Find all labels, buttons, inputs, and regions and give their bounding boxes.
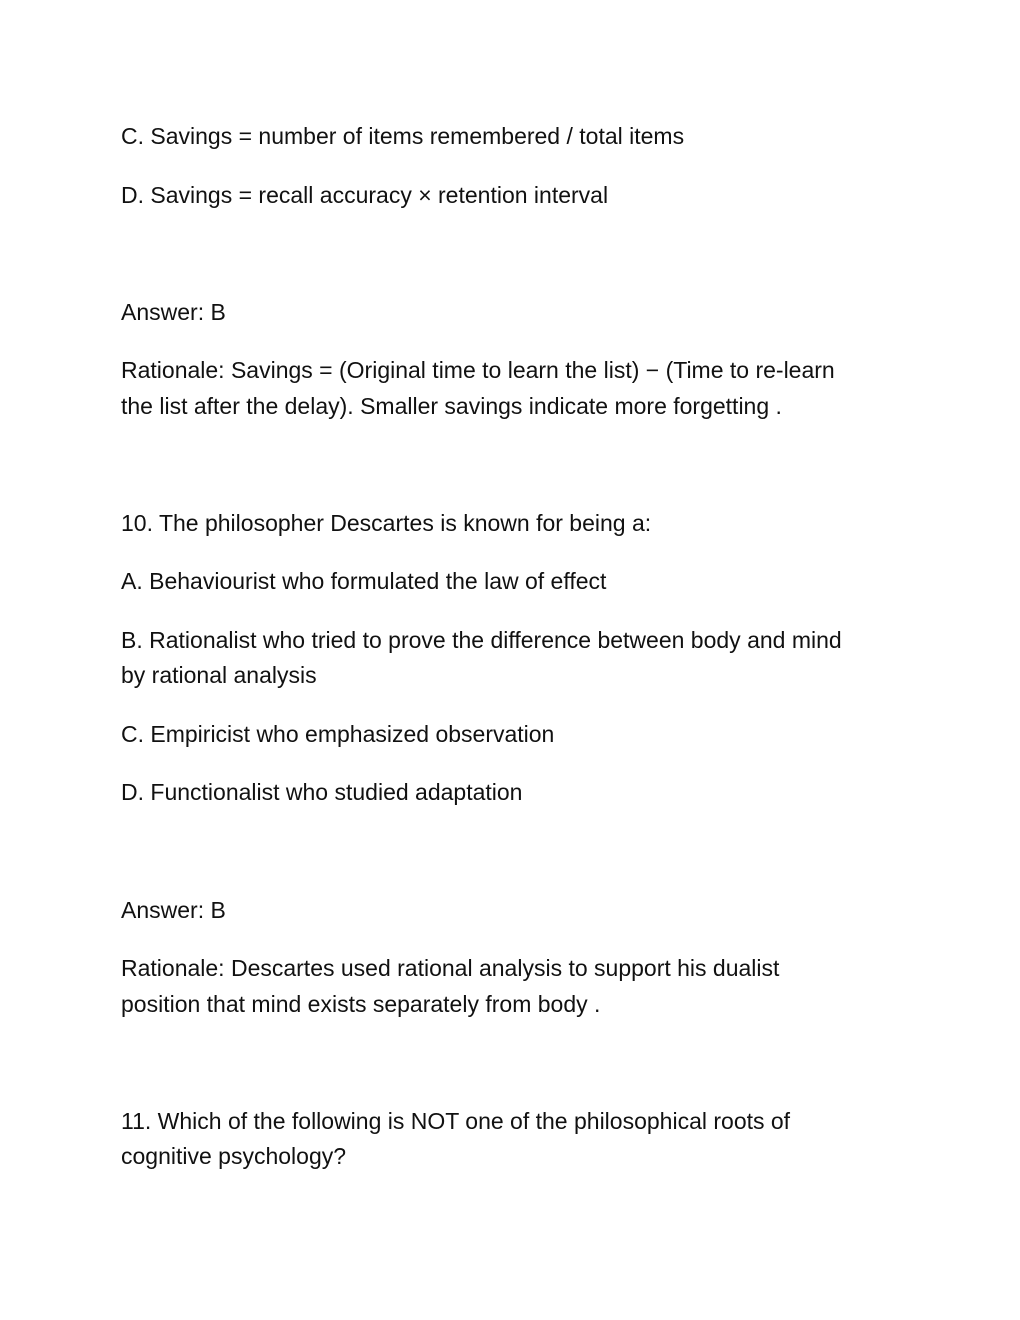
q9-option-d: D. Savings = recall accuracy × retention interval: [121, 182, 609, 208]
q10-option-c: C. Empiricist who emphasized observation: [121, 721, 555, 747]
q11-question-line1: 11. Which of the following is NOT one of the philosophical roots of: [121, 1108, 791, 1134]
q9-answer: Answer: B: [121, 299, 226, 325]
q9-rationale-line2: the list after the delay). Smaller savings indicate more forgetting .: [121, 393, 782, 419]
q10-rationale-line2: position that mind exists separately from body .: [121, 991, 601, 1017]
q9-rationale-line1: Rationale: Savings = (Original time to learn the list) − (Time to re-learn: [121, 357, 835, 383]
q10-question: 10. The philosopher Descartes is known for being a:: [121, 510, 652, 536]
q10-option-b-line1: B. Rationalist who tried to prove the difference between body and mind: [121, 627, 842, 653]
q10-option-d: D. Functionalist who studied adaptation: [121, 779, 523, 805]
q11-question-line2: cognitive psychology?: [121, 1143, 347, 1169]
q10-option-a: A. Behaviourist who formulated the law of effect: [121, 568, 607, 594]
q10-option-b-line2: by rational analysis: [121, 662, 317, 688]
q9-option-c: C. Savings = number of items remembered / total items: [121, 123, 685, 149]
q10-answer: Answer: B: [121, 897, 226, 923]
q10-rationale-line1: Rationale: Descartes used rational analysis to support his dualist: [121, 955, 780, 981]
